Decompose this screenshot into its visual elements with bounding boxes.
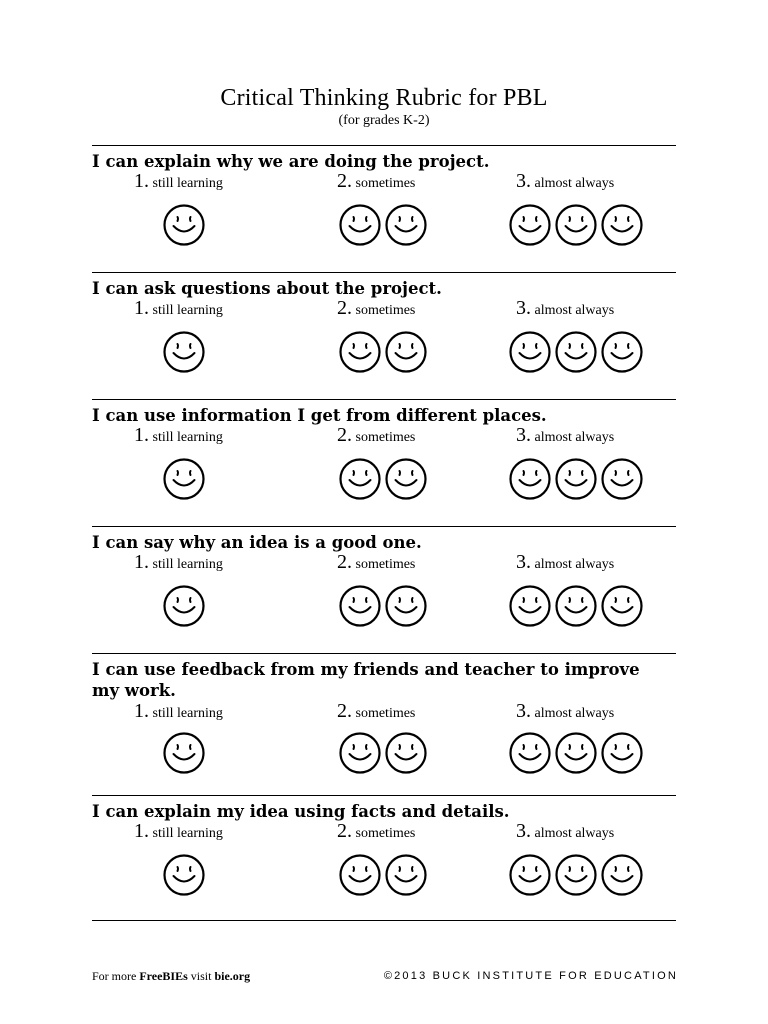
face-slot bbox=[508, 731, 552, 775]
level-label bbox=[134, 298, 223, 321]
level-label bbox=[134, 701, 223, 724]
face-slot bbox=[384, 203, 428, 247]
smiley-face-icon bbox=[384, 731, 428, 775]
face-slot bbox=[338, 457, 382, 501]
smiley-face-icon bbox=[508, 203, 552, 247]
level-number: 2. bbox=[337, 424, 352, 446]
face-slot bbox=[600, 853, 644, 897]
face-slot bbox=[162, 203, 206, 247]
page-subtitle: (for grades K-2) bbox=[338, 113, 430, 128]
level-number: 1. bbox=[134, 297, 149, 319]
face-slot bbox=[384, 330, 428, 374]
level-text: still learning bbox=[152, 430, 223, 445]
smiley-face-icon bbox=[554, 584, 598, 628]
level-text: sometimes bbox=[355, 303, 416, 318]
level-text: almost always bbox=[534, 826, 615, 841]
smiley-face-icon bbox=[384, 584, 428, 628]
level-label bbox=[516, 298, 614, 321]
criterion-statement: I can use feedback from my friends and teacher to improve my work. bbox=[92, 660, 640, 700]
face-slot bbox=[508, 457, 552, 501]
face-slot bbox=[508, 330, 552, 374]
level-label bbox=[134, 425, 223, 448]
smiley-face-icon bbox=[162, 330, 206, 374]
face-slot bbox=[554, 330, 598, 374]
smiley-face-icon bbox=[554, 457, 598, 501]
face-slot bbox=[162, 853, 206, 897]
level-text: sometimes bbox=[355, 430, 416, 445]
face-slot bbox=[338, 584, 382, 628]
smiley-face-icon bbox=[162, 457, 206, 501]
level-number: 1. bbox=[134, 700, 149, 722]
page-header bbox=[0, 84, 768, 129]
level-label bbox=[337, 298, 415, 321]
face-slot bbox=[600, 330, 644, 374]
smiley-face-icon bbox=[554, 330, 598, 374]
level-label bbox=[337, 821, 415, 844]
level-number: 2. bbox=[337, 297, 352, 319]
face-slot bbox=[384, 731, 428, 775]
face-slot bbox=[554, 457, 598, 501]
level-text: still learning bbox=[152, 176, 223, 191]
face-slot bbox=[338, 330, 382, 374]
criterion-statement: I can ask questions about the project. bbox=[92, 279, 442, 298]
smiley-face-icon bbox=[338, 853, 382, 897]
face-slot bbox=[554, 203, 598, 247]
smiley-face-icon bbox=[162, 584, 206, 628]
face-slot bbox=[600, 457, 644, 501]
face-slot bbox=[162, 584, 206, 628]
divider bbox=[92, 399, 676, 400]
face-slot bbox=[338, 853, 382, 897]
level-label bbox=[134, 171, 223, 194]
level-text: still learning bbox=[152, 826, 223, 841]
smiley-face-icon bbox=[384, 457, 428, 501]
face-slot bbox=[384, 853, 428, 897]
level-number: 1. bbox=[134, 424, 149, 446]
level-text: sometimes bbox=[355, 557, 416, 572]
smiley-face-icon bbox=[338, 584, 382, 628]
smiley-face-icon bbox=[508, 853, 552, 897]
level-text: almost always bbox=[534, 706, 615, 721]
smiley-face-icon bbox=[508, 330, 552, 374]
face-slot bbox=[508, 853, 552, 897]
level-label bbox=[337, 171, 415, 194]
smiley-face-icon bbox=[338, 457, 382, 501]
smiley-face-icon bbox=[508, 457, 552, 501]
level-number: 2. bbox=[337, 700, 352, 722]
divider bbox=[92, 920, 676, 921]
smiley-face-icon bbox=[554, 203, 598, 247]
level-text: still learning bbox=[152, 557, 223, 572]
level-label bbox=[337, 552, 415, 575]
face-slot bbox=[162, 330, 206, 374]
divider bbox=[92, 145, 676, 146]
smiley-face-icon bbox=[600, 330, 644, 374]
smiley-face-icon bbox=[600, 584, 644, 628]
smiley-face-icon bbox=[338, 731, 382, 775]
face-slot bbox=[162, 457, 206, 501]
level-label bbox=[134, 821, 223, 844]
level-text: still learning bbox=[152, 706, 223, 721]
smiley-face-icon bbox=[162, 731, 206, 775]
level-number: 3. bbox=[516, 700, 531, 722]
smiley-face-icon bbox=[338, 330, 382, 374]
smiley-face-icon bbox=[600, 853, 644, 897]
face-slot bbox=[384, 584, 428, 628]
face-slot bbox=[554, 731, 598, 775]
level-text: almost always bbox=[534, 176, 615, 191]
divider bbox=[92, 272, 676, 273]
level-number: 3. bbox=[516, 297, 531, 319]
level-number: 2. bbox=[337, 170, 352, 192]
smiley-face-icon bbox=[554, 731, 598, 775]
smiley-face-icon bbox=[384, 203, 428, 247]
face-slot bbox=[384, 457, 428, 501]
level-number: 1. bbox=[134, 551, 149, 573]
level-text: still learning bbox=[152, 303, 223, 318]
level-text: sometimes bbox=[355, 176, 416, 191]
face-slot bbox=[508, 584, 552, 628]
level-label bbox=[516, 821, 614, 844]
level-label bbox=[516, 171, 614, 194]
smiley-face-icon bbox=[554, 853, 598, 897]
face-slot bbox=[600, 731, 644, 775]
smiley-face-icon bbox=[384, 853, 428, 897]
divider bbox=[92, 653, 676, 654]
divider bbox=[92, 526, 676, 527]
level-number: 2. bbox=[337, 820, 352, 842]
level-label bbox=[337, 701, 415, 724]
criterion-statement: I can use information I get from different places. bbox=[92, 406, 547, 425]
divider bbox=[92, 795, 676, 796]
footer-link-text: For more FreeBIEs visit bie.org bbox=[92, 969, 251, 983]
copyright: ©2013 BUCK INSTITUTE FOR EDUCATION bbox=[383, 970, 678, 982]
site-link[interactable]: bie.org bbox=[214, 969, 251, 983]
smiley-face-icon bbox=[600, 203, 644, 247]
level-label bbox=[516, 701, 614, 724]
freebies-label: FreeBIEs bbox=[139, 969, 188, 983]
level-text: sometimes bbox=[355, 706, 416, 721]
criterion-statement: I can explain why we are doing the project. bbox=[92, 152, 490, 171]
criterion-statement: I can explain my idea using facts and details. bbox=[92, 802, 510, 821]
face-slot bbox=[554, 853, 598, 897]
smiley-face-icon bbox=[162, 853, 206, 897]
face-slot bbox=[338, 731, 382, 775]
level-number: 1. bbox=[134, 820, 149, 842]
face-slot bbox=[554, 584, 598, 628]
level-label bbox=[516, 552, 614, 575]
face-slot bbox=[600, 203, 644, 247]
face-slot bbox=[338, 203, 382, 247]
face-slot bbox=[162, 731, 206, 775]
smiley-face-icon bbox=[600, 731, 644, 775]
level-label bbox=[516, 425, 614, 448]
level-text: almost always bbox=[534, 557, 615, 572]
smiley-face-icon bbox=[162, 203, 206, 247]
level-number: 2. bbox=[337, 551, 352, 573]
smiley-face-icon bbox=[338, 203, 382, 247]
level-number: 3. bbox=[516, 424, 531, 446]
smiley-face-icon bbox=[384, 330, 428, 374]
page-title: Critical Thinking Rubric for PBL bbox=[220, 85, 548, 111]
level-text: sometimes bbox=[355, 826, 416, 841]
level-number: 3. bbox=[516, 551, 531, 573]
criterion-statement: I can say why an idea is a good one. bbox=[92, 533, 422, 552]
level-number: 1. bbox=[134, 170, 149, 192]
smiley-face-icon bbox=[508, 584, 552, 628]
level-number: 3. bbox=[516, 820, 531, 842]
face-slot bbox=[508, 203, 552, 247]
level-label bbox=[134, 552, 223, 575]
level-text: almost always bbox=[534, 303, 615, 318]
level-number: 3. bbox=[516, 170, 531, 192]
smiley-face-icon bbox=[600, 457, 644, 501]
face-slot bbox=[600, 584, 644, 628]
level-text: almost always bbox=[534, 430, 615, 445]
level-label bbox=[337, 425, 415, 448]
smiley-face-icon bbox=[508, 731, 552, 775]
